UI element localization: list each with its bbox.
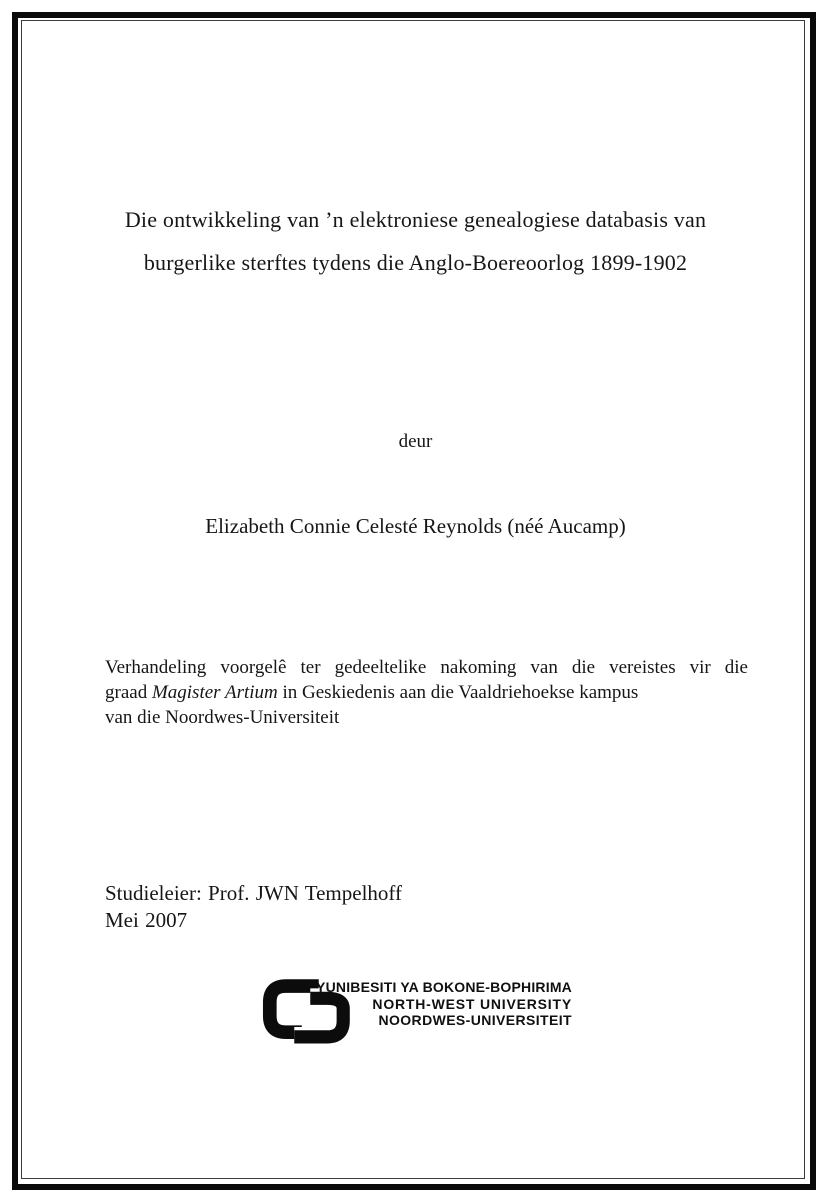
byline: deur [398, 431, 433, 452]
degree-statement-line-2-pre: graad [105, 682, 152, 703]
thesis-title-line-2: burgerlike sterftes tydens die Anglo-Boereoorlog 1899-1902 [143, 250, 688, 275]
degree-statement-line-1: Verhandeling voorgelê ter gedeeltelike nakoming van die vereistes vir die [105, 657, 748, 678]
nwu-logo-text [300, 979, 572, 1029]
date-line: Mei 2007 [105, 908, 188, 932]
degree-statement [105, 655, 748, 730]
author-name: Elizabeth Connie Celesté Reynolds (néé Aucamp) [205, 514, 626, 538]
degree-statement-line-3: van die Noordwes-Universiteit [105, 707, 340, 728]
logo-line-setswana: YUNIBESITI YA BOKONE-BOPHIRIMA [316, 979, 572, 995]
thesis-title [0, 198, 831, 284]
logo-line-english: NORTH-WEST UNIVERSITY [372, 995, 572, 1012]
supervisor-line: Studieleier: Prof. JWN Tempelhoff [105, 881, 403, 905]
logo-line-afrikaans: NOORDWES-UNIVERSITEIT [378, 1012, 572, 1028]
thesis-title-line-1: Die ontwikkeling van ’n elektroniese genealogiese databasis van [124, 207, 707, 232]
degree-name: Magister Artium [151, 682, 278, 703]
degree-statement-line-2 [105, 680, 748, 705]
degree-statement-line-2-post: in Geskiedenis aan die Vaaldriehoekse kampus [277, 682, 639, 703]
supervisor-block [105, 880, 402, 934]
